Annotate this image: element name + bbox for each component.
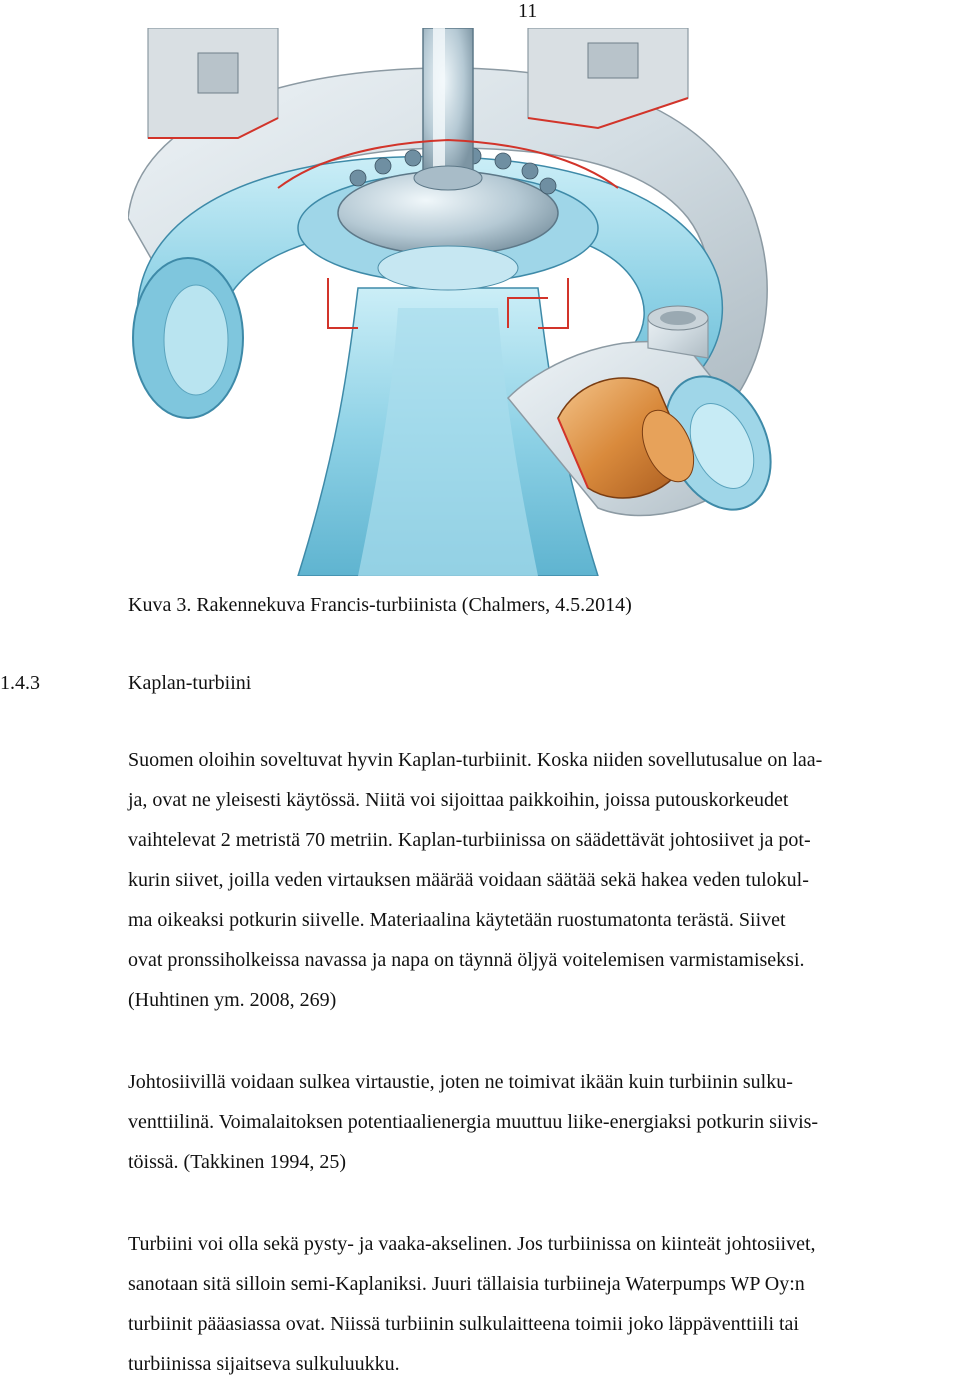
paragraph-line: sanotaan sitä silloin semi-Kaplaniksi. Juuri tällaisia turbiineja Waterpumps WP Oy:n xyxy=(128,1273,805,1295)
section-number: 1.4.3 xyxy=(0,672,40,694)
paragraph-line: ja, ovat ne yleisesti käytössä. Niitä voi sijoittaa paikkoihin, joissa putouskorkeudet xyxy=(128,789,789,811)
paragraph-3 xyxy=(128,1224,816,1384)
paragraph-line: kurin siivet, joilla veden virtauksen määrää voidaan säätää sekä hakea veden tulokul- xyxy=(128,869,809,891)
paragraph-line: turbiinit pääasiassa ovat. Niissä turbiinin sulkulaitteena toimii joko läppäventtiili tai xyxy=(128,1313,799,1335)
paragraph-line: ovat pronssiholkeissa navassa ja napa on täynnä öljyä voitelemisen varmistamiseksi. xyxy=(128,949,805,971)
paragraph-line: Turbiini voi olla sekä pysty- ja vaaka-akselinen. Jos turbiinissa on kiinteät johtosiivet, xyxy=(128,1233,816,1255)
paragraph-line: vaihtelevat 2 metristä 70 metriin. Kaplan-turbiinissa on säädettävät johtosiivet ja pot- xyxy=(128,829,811,851)
paragraph-line: töissä. (Takkinen 1994, 25) xyxy=(128,1151,347,1173)
paragraph-1 xyxy=(128,740,822,1020)
paragraph-line: Suomen oloihin soveltuvat hyvin Kaplan-turbiinit. Koska niiden sovellutusalue on laa- xyxy=(128,749,823,771)
paragraph-line: turbiinissa sijaitseva sulkuluukku. xyxy=(128,1353,400,1375)
figure-caption: Kuva 3. Rakennekuva Francis-turbiinista (Chalmers, 4.5.2014) xyxy=(128,594,632,616)
section-title: Kaplan-turbiini xyxy=(128,672,252,694)
page-number: 11 xyxy=(518,0,538,22)
paragraph-line: venttiilinä. Voimalaitoksen potentiaalienergia muuttuu liike-energiaksi potkurin siivis- xyxy=(128,1111,819,1133)
paragraph-2 xyxy=(128,1062,818,1182)
section-heading xyxy=(0,672,251,695)
paragraph-line: Johtosiivillä voidaan sulkea virtaustie, joten ne toimivat ikään kuin turbiinin sulku- xyxy=(128,1071,793,1093)
paragraph-line: (Huhtinen ym. 2008, 269) xyxy=(128,989,337,1011)
francis-turbine-illustration xyxy=(128,28,776,576)
paragraph-line: ma oikeaksi potkurin siivelle. Materiaalina käytetään ruostumatonta terästä. Siivet xyxy=(128,909,786,931)
